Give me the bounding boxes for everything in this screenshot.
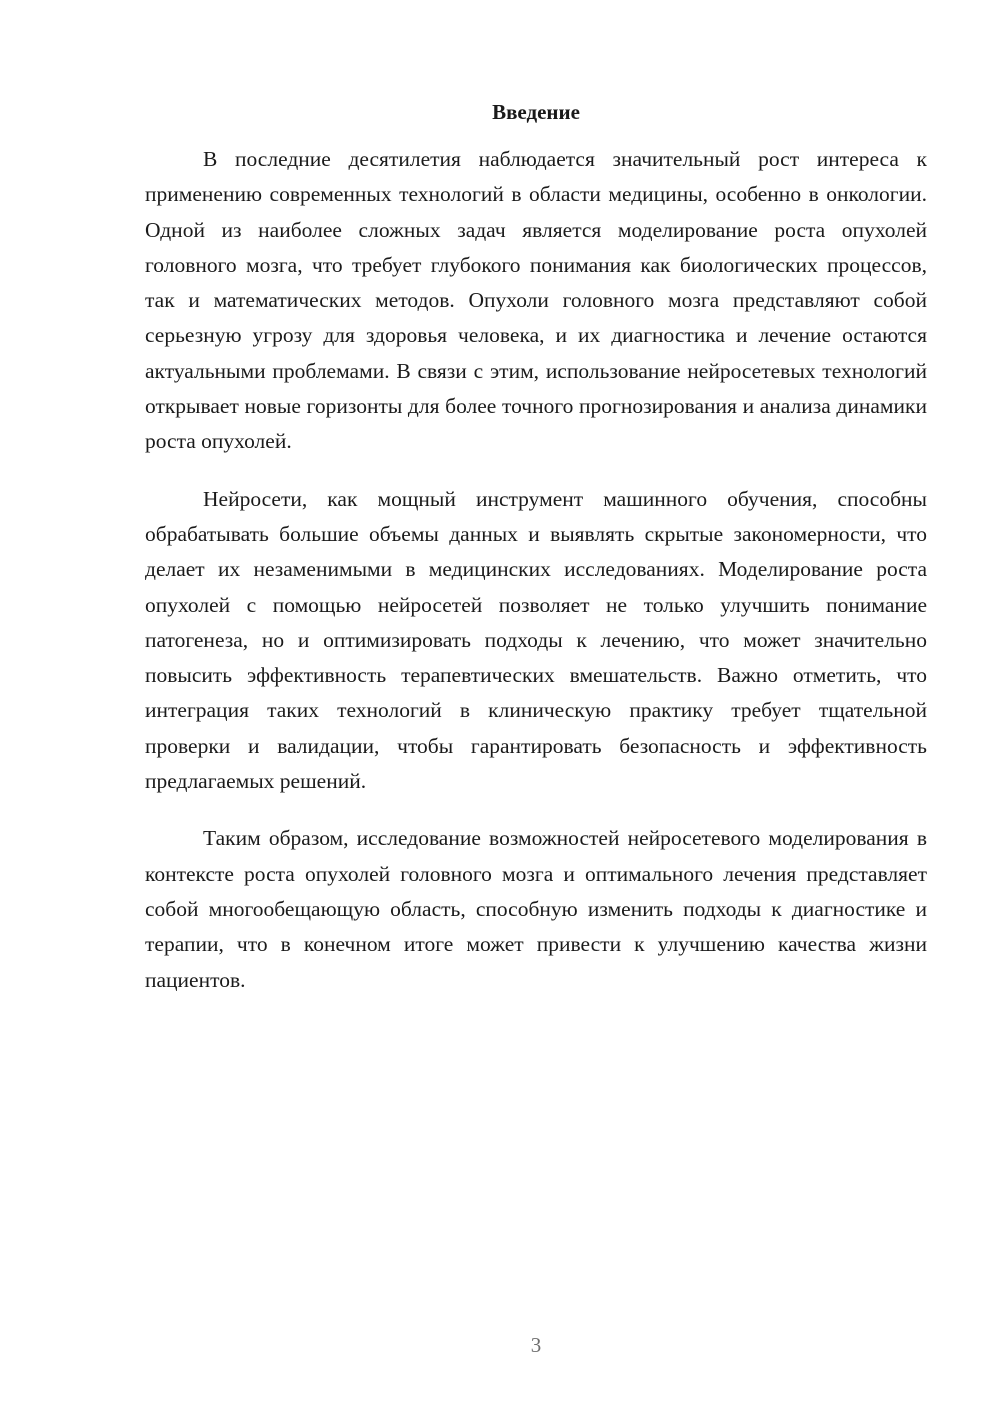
paragraph-2: Нейросети, как мощный инструмент машинного обучения, способны обрабатывать большие объемы данных и выявлять скрытые закономерности, что делает их незаменимыми в медицинских исследованиях. Моделирование роста опухолей с помощью нейросетей позволяет не только улучшить понимание патогенеза, но и оптимизировать подходы к лечению, что может значительно повысить эффективность терапевтических вмешательств. Важно отметить, что интеграция таких технологий в клиническую практику требует тщательной проверки и валидации, чтобы гарантировать безопасность и эффективность предлагаемых решений. [145,486,927,794]
page-number: 3 [530,1333,542,1357]
body-text [145,142,927,1020]
section-heading: Введение [492,100,580,124]
paragraph-1: В последние десятилетия наблюдается значительный рост интереса к применению современных технологий в области медицины, особенно в онкологии. Одной из наиболее сложных задач является моделирование роста опухолей головного мозга, что требует глубокого понимания как биологических процессов, так и математических методов. Опухоли головного мозга представляют собой серьезную угрозу для здоровья человека, и их диагностика и лечение остаются актуальными проблемами. В связи с этим, использование нейросетевых технологий открывает новые горизонты для более точного прогнозирования и анализа динамики роста опухолей. [145,147,927,454]
paragraph-3: Таким образом, исследование возможностей нейросетевого моделирования в контексте роста опухолей головного мозга и оптимального лечения представляет собой многообещающую область, способную изменить подходы к диагностике и терапии, что в конечном итоге может привести к улучшению качества жизни пациентов. [145,826,927,992]
